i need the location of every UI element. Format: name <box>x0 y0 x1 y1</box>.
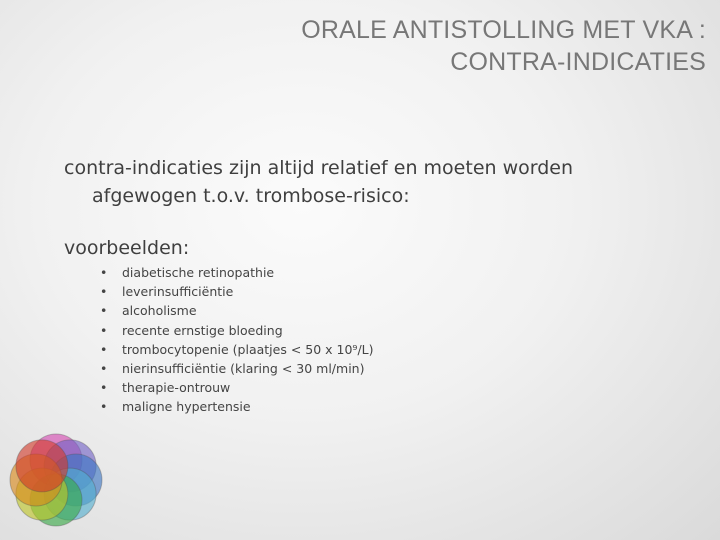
overlapping-circles-logo-icon <box>8 430 104 530</box>
intro-text <box>64 154 664 210</box>
list-item <box>100 301 374 320</box>
list-item <box>100 321 374 340</box>
list-item <box>100 397 374 416</box>
bullet-icon: • <box>100 361 108 377</box>
contraindication-list <box>100 263 374 417</box>
list-item-text: trombocytopenie (plaatjes < 50 x 10⁹/L) <box>122 341 374 357</box>
bullet-icon: • <box>100 380 108 396</box>
slide-title-line-2: CONTRA-INDICATIES <box>450 48 706 76</box>
bullet-icon: • <box>100 322 108 338</box>
list-item-text: diabetische retinopathie <box>122 265 275 280</box>
list-item-text: leverinsufficiëntie <box>122 284 234 300</box>
list-item-text: maligne hypertensie <box>122 399 251 415</box>
list-item <box>100 282 374 301</box>
bullet-icon: • <box>100 284 108 300</box>
examples-heading: voorbeelden: <box>64 237 190 259</box>
intro-line-1: contra-indicaties zijn altijd relatief en moeten worden <box>64 157 574 179</box>
list-item <box>100 340 374 359</box>
slide-title <box>146 14 706 78</box>
list-item <box>100 378 374 397</box>
list-item <box>100 359 374 378</box>
list-item <box>100 263 374 282</box>
intro-line-2: afgewogen t.o.v. trombose-risico: <box>92 185 410 207</box>
logo-circle <box>16 440 68 492</box>
slide-title-line-1: ORALE ANTISTOLLING MET VKA : <box>301 16 706 44</box>
list-item-text: nierinsufficiëntie (klaring < 30 ml/min) <box>122 361 365 377</box>
bullet-icon: • <box>100 399 108 415</box>
bullet-icon: • <box>100 303 108 319</box>
bullet-icon: • <box>100 265 108 280</box>
list-item-text: alcoholisme <box>122 303 197 319</box>
list-item-text: therapie-ontrouw <box>122 380 231 396</box>
list-item-text: recente ernstige bloeding <box>122 322 283 338</box>
bullet-icon: • <box>100 341 108 357</box>
